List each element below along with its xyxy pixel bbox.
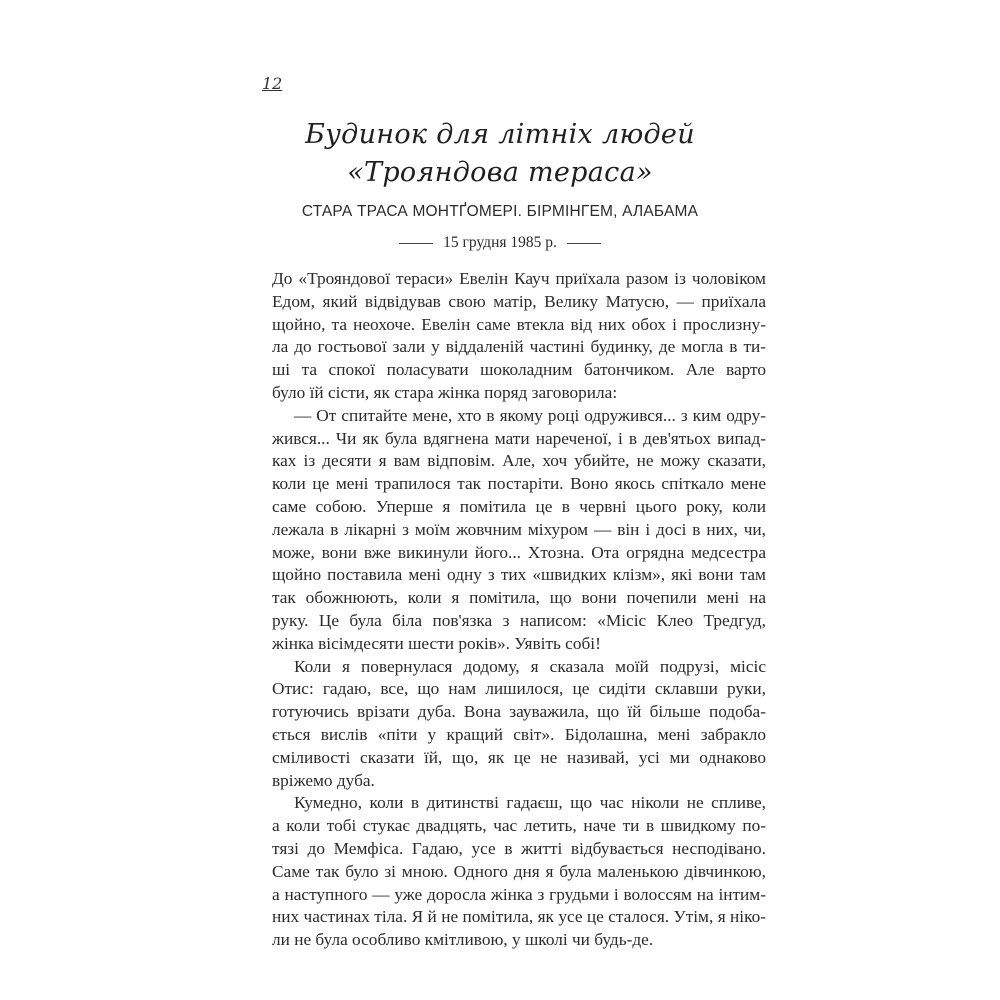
paragraph-line: щойно поставила мені одну з тих «швидких клізм», які вони там [272,565,766,585]
paragraph-line: ється вислів «піти у кращий світ». Бідолашна, мені забракло [272,724,766,744]
paragraph-line: ла до гостьової зали у віддаленій частині будинку, де могла в ти- [272,337,766,357]
paragraph-line: Саме так було зі мною. Одного дня я була маленькою дівчинкою, [272,861,766,881]
paragraph-line: жінка вісімдесяти шести років». Уявіть собі! [272,633,601,653]
paragraph-line: коли це мені трапилося так постаріти. Воно якось спіткало мене [272,474,766,494]
chapter-date: 15 грудня 1985 р. [443,234,557,251]
paragraph-line: може, вони вже викинули його... Хтозна. Ота огрядна медсестра [272,542,766,562]
body-text [272,268,766,952]
paragraph-line: Коли я повернулася додому, я сказала моїй подрузі, місіс [294,656,766,676]
paragraph [272,656,766,793]
date-rule-right [567,243,601,244]
paragraph-line: — От спитайте мене, хто в якому році одружився... з ким одру- [294,405,766,425]
paragraph-line: Едом, який відвідував свою матір, Велику Матусю, — приїхала [272,291,766,311]
paragraph-line: а наступного — уже доросла жінка з грудьми і волоссям на інтим- [272,884,766,904]
paragraph-line: лежала в лікарні з моїм жовчним міхуром — він і досі в них, чи, [272,519,766,539]
paragraph-line: Отис: гадаю, все, що нам лишилося, це сидіти склавши руки, [272,679,766,699]
page-number: 12 [262,74,283,93]
paragraph-line: ли не була особливо кмітливою, у школі чи будь-де. [272,930,654,950]
paragraph-line: ші та спокої поласувати шоколадним батончиком. Але варто [272,360,766,380]
paragraph [272,792,766,952]
paragraph-line: До «Трояндової тераси» Евелін Кауч приїхала разом із чоловіком [272,269,766,288]
paragraph-line: них частинах тіла. Я й не помітила, як усе це сталося. Утім, я ніко- [272,907,766,927]
paragraph [272,405,766,656]
chapter-date-row [360,234,640,252]
paragraph-line: сміливості сказати їй, що, як це не називай, усі ми однаково [272,747,766,767]
paragraph-line: так обожнюють, коли я помітила, що вони почепили мені на [272,588,766,608]
chapter-title-line-2: «Трояндова тераса» [347,157,653,188]
chapter-location: СТАРА ТРАСА МОНТҐОМЕРІ. БІРМІНГЕМ, АЛАБАМА [301,203,699,220]
paragraph-line: вріжемо дуба. [272,770,375,790]
date-rule-left [399,243,433,244]
paragraph-line: було їй сісти, як стара жінка поряд заговорила: [272,382,618,402]
paragraph-line: жився... Чи як була вдягнена мати нареченої, і в дев'ятьох випад- [272,428,766,448]
paragraph-line: готуючись врізати дуба. Вона зауважила, що їй більше подоба- [272,702,766,722]
paragraph-line: тязі до Мемфіса. Гадаю, усе в житті відбувається несподівано. [272,838,766,858]
chapter-title [300,116,700,192]
chapter-title-line-1: Будинок для літніх людей [305,119,695,150]
paragraph-line: саме собою. Уперше я помітила це в червні цього року, коли [272,496,766,516]
paragraph-line: щойно, та неохоче. Евелін саме втекла від них обох і прослизну- [272,314,766,334]
paragraph [272,268,766,405]
paragraph-line: а коли тобі стукає двадцять, час летить, наче ти в швидкому по- [272,816,766,836]
paragraph-line: руку. Це була біла пов'язка з написом: «Місіс Клео Тредгуд, [272,610,766,630]
paragraph-line: Кумедно, коли в дитинстві гадаєш, що час ніколи не спливе, [294,793,766,813]
paragraph-line: ках із десяти я вам відповім. Але, хоч убийте, не можу сказати, [272,451,766,471]
